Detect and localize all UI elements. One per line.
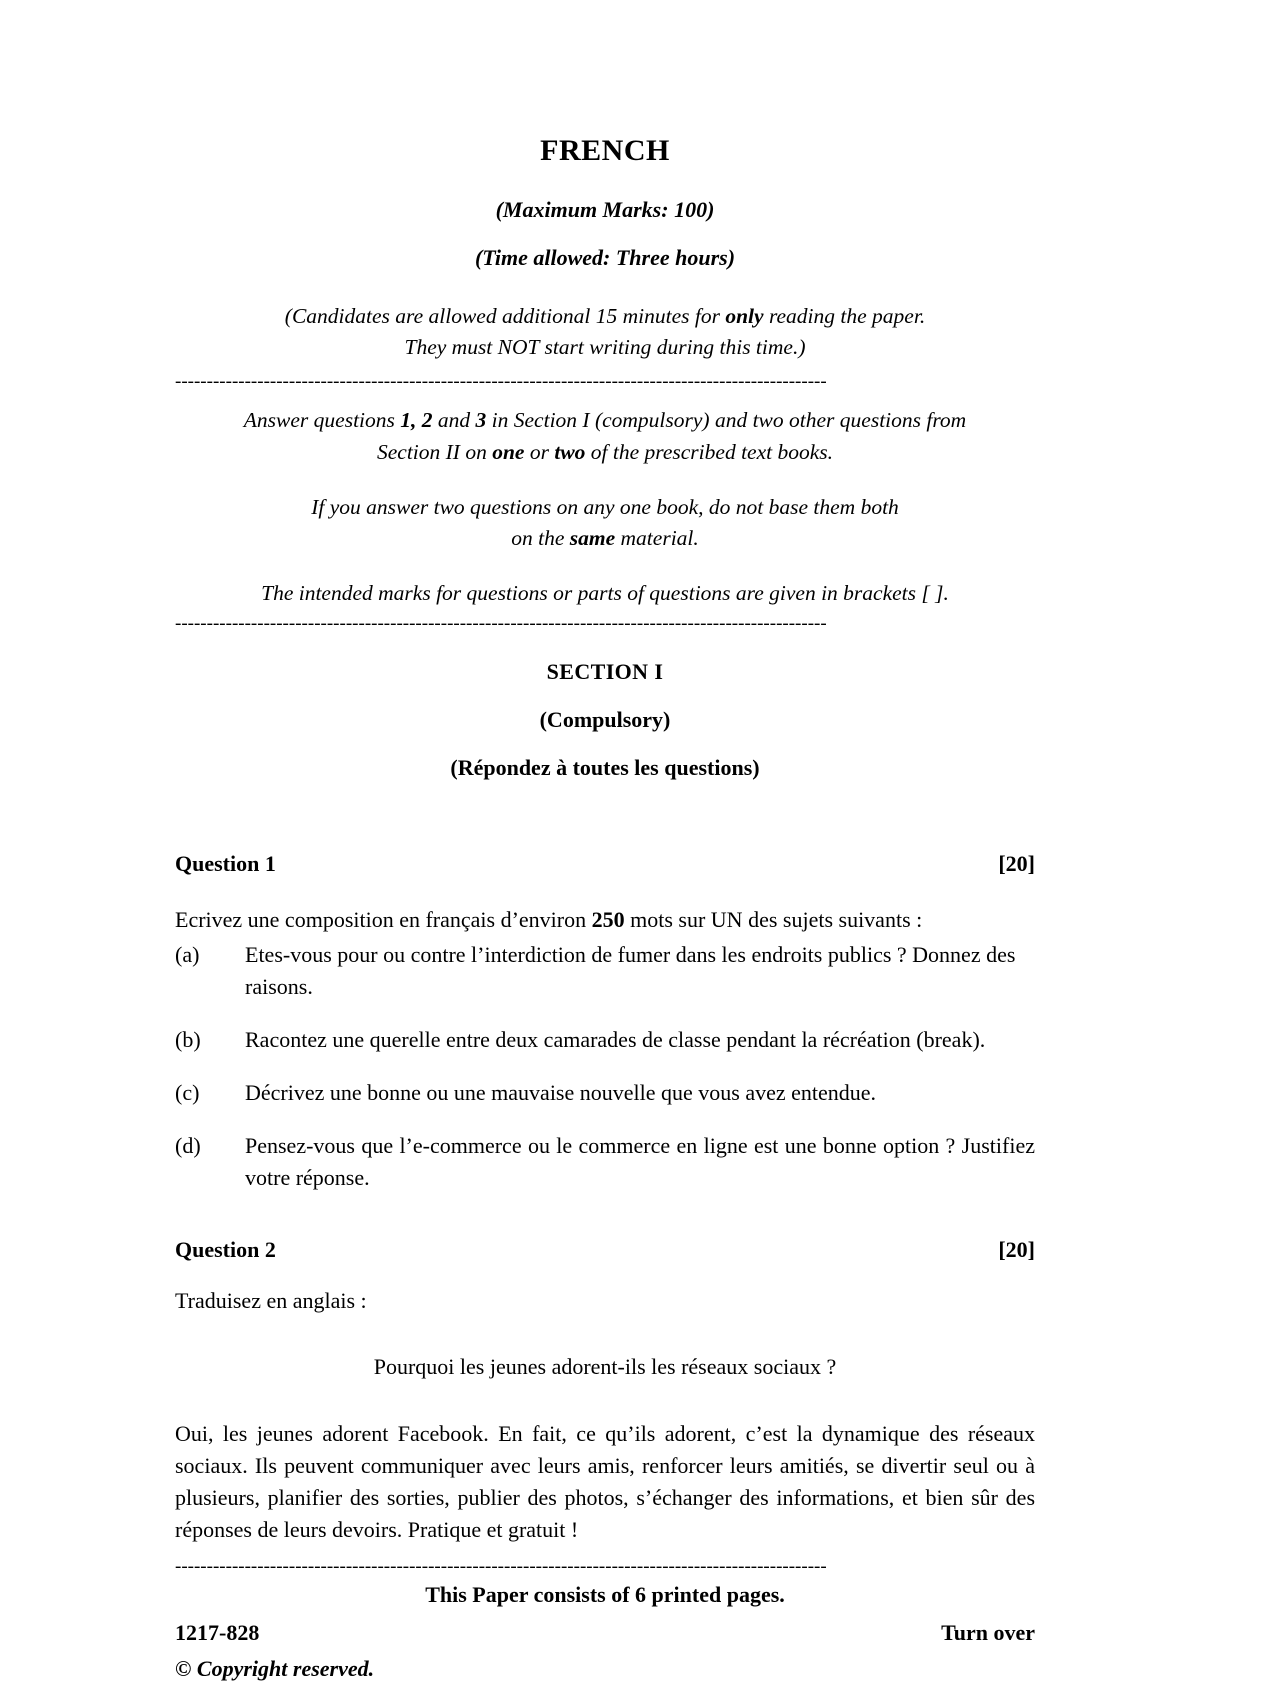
- reading-note-part1: (Candidates are allowed additional 15 minutes for: [284, 304, 726, 328]
- question-2-marks: [20]: [998, 1236, 1035, 1262]
- instruction-same-material: [175, 492, 1035, 554]
- passage-body: Oui, les jeunes adorent Facebook. En fait, ce qu’ils adorent, c’est la dynamique des réseaux sociaux. Ils peuvent communiquer avec leurs amis, renforcer leurs amitiés, se divertir seul ou à plusieurs, planifier des sorties, publier des photos, s’échanger des informations, et bien sûr des réponses de leurs devoirs. Pratique et gratuit !: [175, 1421, 1035, 1542]
- instr4-part2: material.: [615, 525, 699, 550]
- reading-note-only: only: [725, 304, 764, 328]
- question-2-instruction: Traduisez en anglais :: [175, 1287, 367, 1313]
- subitem-text-d: Pensez-vous que l’e-commerce ou le commerce en ligne est une bonne option ? Justifiez votre réponse.: [245, 1133, 1035, 1190]
- subitem-text-a: Etes-vous pour ou contre l’interdiction de fumer dans les endroits publics ? Donnez des raisons.: [245, 942, 1016, 999]
- divider-top: -------------------------------------------------------------------------------------------------------: [175, 371, 827, 393]
- subitem-text-b: Racontez une querelle entre deux camarades de classe pendant la récréation (break).: [245, 1026, 986, 1052]
- section-compulsory-label: (Compulsory): [539, 707, 671, 733]
- instr3-line: If you answer two questions on any one book, do not base them both: [311, 494, 899, 519]
- subitem-marker-a: (a): [175, 942, 200, 968]
- reading-note-line2: They must NOT start writing during this time.): [404, 335, 806, 360]
- list-item: [175, 1130, 1035, 1192]
- subitem-marker-d: (d): [175, 1133, 201, 1159]
- maximum-marks: (Maximum Marks: 100): [495, 197, 715, 222]
- list-item: [175, 1024, 1035, 1055]
- instr2-bold-two: two: [554, 439, 586, 464]
- instr2-part1: Section II on: [376, 439, 493, 464]
- divider-bottom: -------------------------------------------------------------------------------------------------------: [175, 1555, 827, 1577]
- q1-intro-wordcount: 250: [591, 907, 625, 933]
- subitem-text-c: Décrivez une bonne ou une mauvaise nouvelle que vous avez entendue.: [245, 1080, 877, 1106]
- instruction-marks-brackets: The intended marks for questions or parts of questions are given in brackets [ ].: [261, 581, 949, 606]
- divider-middle: -------------------------------------------------------------------------------------------------------: [175, 613, 827, 635]
- page-title: FRENCH: [540, 134, 670, 167]
- instr1-bold-12: 1, 2: [400, 408, 433, 433]
- instr2-bold-one: one: [492, 439, 525, 464]
- question-2-label: Question 2: [175, 1236, 276, 1262]
- question-2-header: [175, 1237, 1035, 1263]
- turn-over-label: Turn over: [941, 1619, 1035, 1645]
- instr4-part1: on the: [511, 525, 570, 550]
- page-content: [175, 0, 1035, 1682]
- paper-code: 1217-828: [175, 1619, 260, 1645]
- question-1-marks: [20]: [998, 851, 1035, 877]
- copyright-notice: © Copyright reserved.: [175, 1655, 375, 1681]
- question-1-subitems: [175, 939, 1035, 1192]
- instr1-bold-3: 3: [475, 408, 487, 433]
- list-item: [175, 939, 1035, 1001]
- footer-row: [175, 1620, 1035, 1646]
- instr1-part3: in Section I (compulsory) and two other questions from: [486, 408, 967, 433]
- question-1-header: [175, 851, 1035, 877]
- subitem-marker-b: (b): [175, 1026, 201, 1052]
- instr2-part3: of the prescribed text books.: [585, 439, 834, 464]
- question-1-intro: [175, 904, 1035, 935]
- subitem-marker-c: (c): [175, 1080, 200, 1106]
- reading-note-part2: reading the paper.: [763, 304, 926, 328]
- instr1-part2: and: [432, 408, 476, 433]
- page-footer: [175, 1555, 1035, 1682]
- instr1-part1: Answer questions: [243, 408, 401, 433]
- instruction-answer-questions: [175, 405, 1035, 467]
- q1-intro-part2: mots sur UN des sujets suivants :: [624, 907, 923, 933]
- list-item: [175, 1077, 1035, 1108]
- instr4-bold-same: same: [569, 525, 616, 550]
- q1-intro-part1: Ecrivez une composition en français d’environ: [175, 907, 592, 933]
- time-allowed: (Time allowed: Three hours): [474, 245, 736, 270]
- printed-pages-note: This Paper consists of 6 printed pages.: [425, 1581, 785, 1607]
- reading-instructions: [175, 301, 1035, 363]
- instr2-part2: or: [524, 439, 555, 464]
- section-heading: SECTION I: [546, 659, 664, 685]
- section-repondez-label: (Répondez à toutes les questions): [450, 755, 760, 781]
- question-1-label: Question 1: [175, 851, 276, 877]
- passage-title: Pourquoi les jeunes adorent-ils les réseaux sociaux ?: [373, 1354, 837, 1380]
